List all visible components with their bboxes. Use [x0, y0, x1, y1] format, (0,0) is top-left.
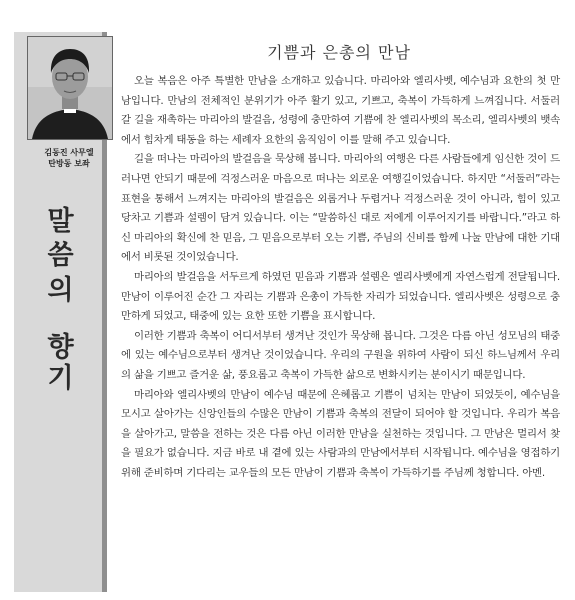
article-paragraph: 오늘 복음은 아주 특별한 만남을 소개하고 있습니다. 마리아와 엘리사벳, 예수님과 요한의 첫 만남입니다. 만남의 전체적인 분위기가 아주 활기 있고, 기쁘고, 축복이 가득하게 느껴집니다. 서둘러 갈 길을 재촉하는 마리아의 발걸음, 성령에 충만하여 기쁨에 찬 엘리사벳의 목소리, 엘리사벳의 뱃속에서 힘차게 태동을 하는 세례자 요한의 움직임이 이를 말해 주고 있습니다.	[121, 75, 560, 146]
author-caption	[28, 147, 110, 169]
article-body	[121, 72, 560, 483]
article-paragraph: 마리아와 엘리사벳의 만남이 예수님 때문에 은혜롭고 기쁨이 넘치는 만남이 되었듯이, 예수님을 모시고 살아가는 신앙인들의 수많은 만남이 기쁨과 축복의 전달이 되어야 할 것입니다. 우리가 복음을 살아가고, 말씀을 전하는 것은 다름 아닌 이러한 만남을 실천하는 것입니다. 그 만남은 멀리서 찾을 필요가 없습니다. 지금 바로 내 곁에 있는 사람과의 만남에서부터 시작됩니다. 예수님을 영접하기 위해 준비하며 기다리는 교우들의 모든 만남이 기쁨과 축복이 가득하기를 주님께 청합니다. 아멘.	[121, 388, 560, 479]
column-title-char: 말	[47, 206, 74, 237]
column-title	[14, 208, 107, 392]
column-title-char: 의	[47, 275, 74, 306]
column-title-char: 씀	[47, 240, 74, 271]
column-title-char: 향	[47, 332, 74, 363]
article-paragraph: 마리아의 발걸음을 서두르게 하였던 믿음과 기쁨과 설렘은 엘리사벳에게 자연스럽게 전달됩니다. 만남이 이루어진 순간 그 자리는 기쁨과 은총이 가득한 자리가 되었습니다. 엘리사벳은 성령으로 충만하게 되었고, 태중에 있는 요한 또한 기쁨을 표시합니다.	[121, 270, 560, 323]
article-title: 기쁨과 은총의 만남	[267, 43, 411, 62]
article-paragraph: 이러한 기쁨과 축복이 어디서부터 생겨난 것인가 묵상해 봅니다. 그것은 다름 아닌 성모님의 태중에 있는 예수님으로부터 생겨난 것이었습니다. 우리의 구원을 위하여 사람이 되신 하느님께서 우리의 삶을 기쁘고 즐거운 삶, 풍요롭고 축복이 가득한 삶으로 변화시키는 분이시기 때문입니다.	[121, 329, 560, 381]
author-parish: 탄방동 보좌	[48, 159, 90, 168]
column-title-char: 기	[47, 363, 74, 394]
author-name: 김동진 사무엘	[44, 148, 94, 157]
article-paragraph: 길을 떠나는 마리아의 발걸음을 묵상해 봅니다. 마리아의 여행은 다른 사람들에게 임신한 것이 드러나면 안되기 때문에 걱정스러운 마음으로 떠나는 외로운 여행길이었습니다. 하지만 “서둘러”라는 표현을 통해서 느껴지는 마리아의 발걸음은 외롭거나 두렵거나 걱정스러운 것이 아니라, 힘이 있고 당차고 기쁨과 설렘이 담겨 있습니다. 이는 “말씀하신 대로 저에게 이루어지기를 바랍니다.”라고 하신 마리아의 확신에 찬 믿음, 그 믿음으로부터 오는 기쁨, 주님의 신비를 함께 나눌 만남에 대한 기대에서 비롯된 것이었습니다.	[121, 153, 560, 264]
priest-portrait-image	[28, 37, 112, 139]
author-photo	[27, 36, 113, 140]
